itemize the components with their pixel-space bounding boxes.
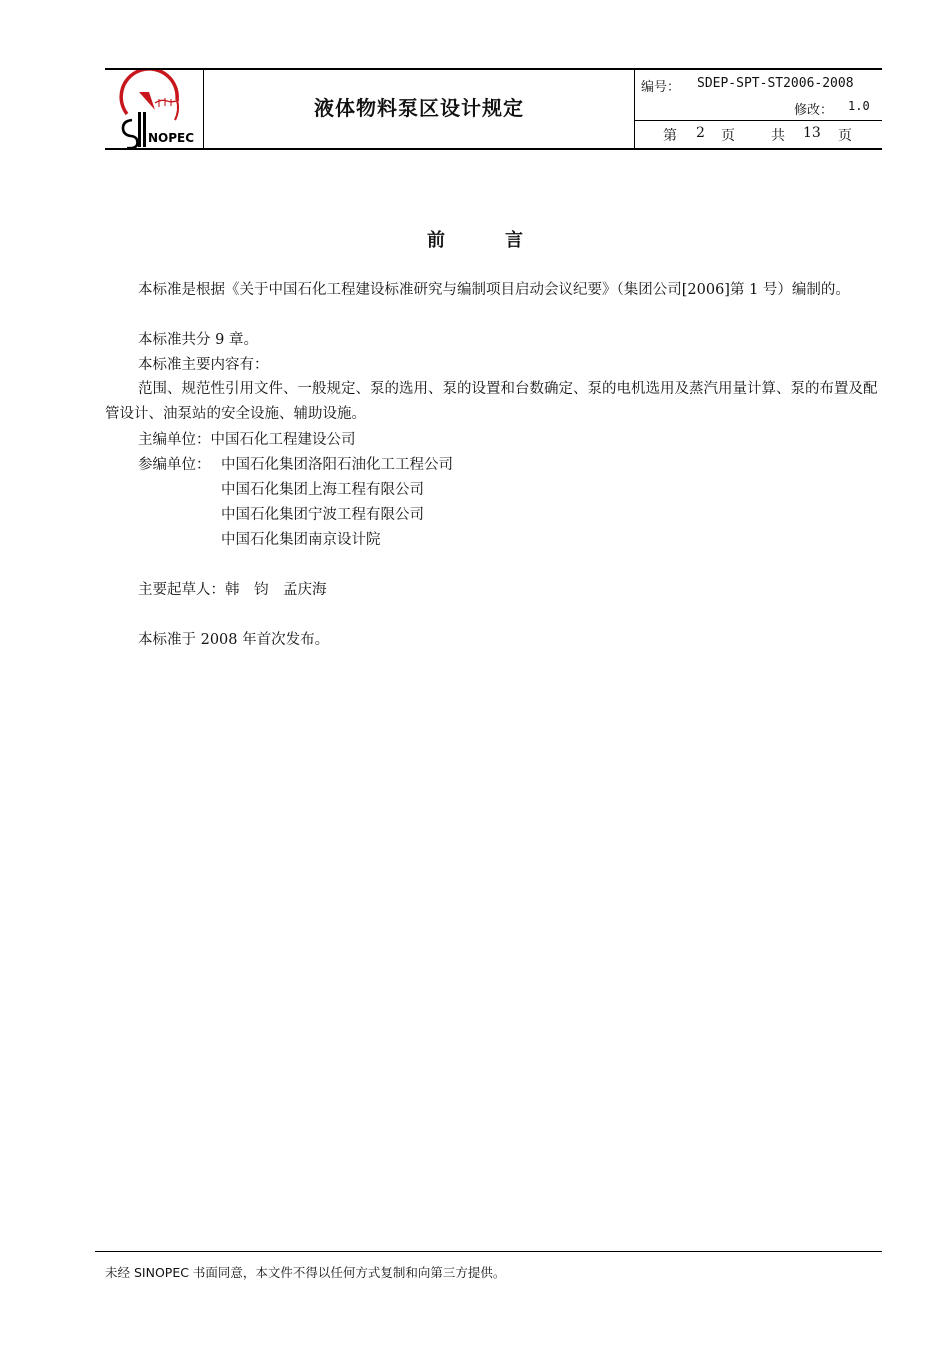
chapters-line: 本标准共分 9 章。 bbox=[138, 332, 258, 348]
logo-cell bbox=[105, 70, 204, 148]
participant-item: 中国石化集团宁波工程有限公司 bbox=[221, 507, 424, 523]
revision-value: 1.0 bbox=[848, 99, 870, 113]
document-header bbox=[105, 68, 882, 150]
preface-title-part2: 言 bbox=[505, 230, 523, 251]
drafters-line: 主要起草人：韩 钧 孟庆海 bbox=[138, 582, 327, 598]
main-content-text: 范围、规范性引用文件、一般规定、泵的选用、泵的设置和台数确定、泵的电机选用及蒸汽用量计算、泵的布置及配管设计、油泵站的安全设施、辅助设施。 bbox=[105, 381, 878, 422]
main-content-paragraph bbox=[105, 377, 882, 427]
preface-paragraph-basis bbox=[105, 278, 882, 303]
participants-label: 参编单位： bbox=[138, 457, 211, 473]
title-cell bbox=[204, 70, 635, 148]
logo-brand-text: NOPEC bbox=[148, 131, 195, 145]
basis-text: 本标准是根据《关于中国石化工程建设标准研究与编制项目启动会议纪要》（集团公司[2006]第 1 号）编制的。 bbox=[138, 282, 850, 298]
code-value: SDEP-SPT-ST2006-2008 bbox=[697, 76, 854, 91]
code-revision-box bbox=[635, 70, 882, 121]
document-title: 液体物料泵区设计规定 bbox=[314, 95, 524, 120]
preface-title-part1: 前 bbox=[427, 230, 445, 251]
footer-divider bbox=[95, 1251, 882, 1252]
revision-label: 修改： bbox=[794, 103, 834, 118]
page-suffix: 页 bbox=[721, 128, 735, 144]
page-info bbox=[635, 121, 882, 150]
total-pages: 13 bbox=[803, 125, 821, 141]
page-prefix: 第 bbox=[663, 128, 677, 144]
participant-item: 中国石化集团上海工程有限公司 bbox=[221, 482, 424, 498]
participant-item: 中国石化集团洛阳石油化工工程公司 bbox=[221, 457, 453, 473]
release-line: 本标准于 2008 年首次发布。 bbox=[138, 632, 330, 648]
total-prefix: 共 bbox=[771, 128, 785, 144]
total-suffix: 页 bbox=[838, 128, 852, 144]
meta-cell bbox=[635, 70, 882, 148]
participant-item: 中国石化集团南京设计院 bbox=[221, 532, 381, 548]
code-label: 编号： bbox=[641, 80, 681, 95]
sinopec-logo bbox=[105, 70, 204, 148]
footer-notice: 未经 SINOPEC 书面同意，本文件不得以任何方式复制和向第三方提供。 bbox=[105, 1265, 506, 1280]
page-number: 2 bbox=[696, 125, 705, 141]
chief-editor-line: 主编单位：中国石化工程建设公司 bbox=[138, 432, 356, 448]
preface-title bbox=[0, 226, 950, 252]
main-content-label: 本标准主要内容有： bbox=[138, 357, 269, 373]
